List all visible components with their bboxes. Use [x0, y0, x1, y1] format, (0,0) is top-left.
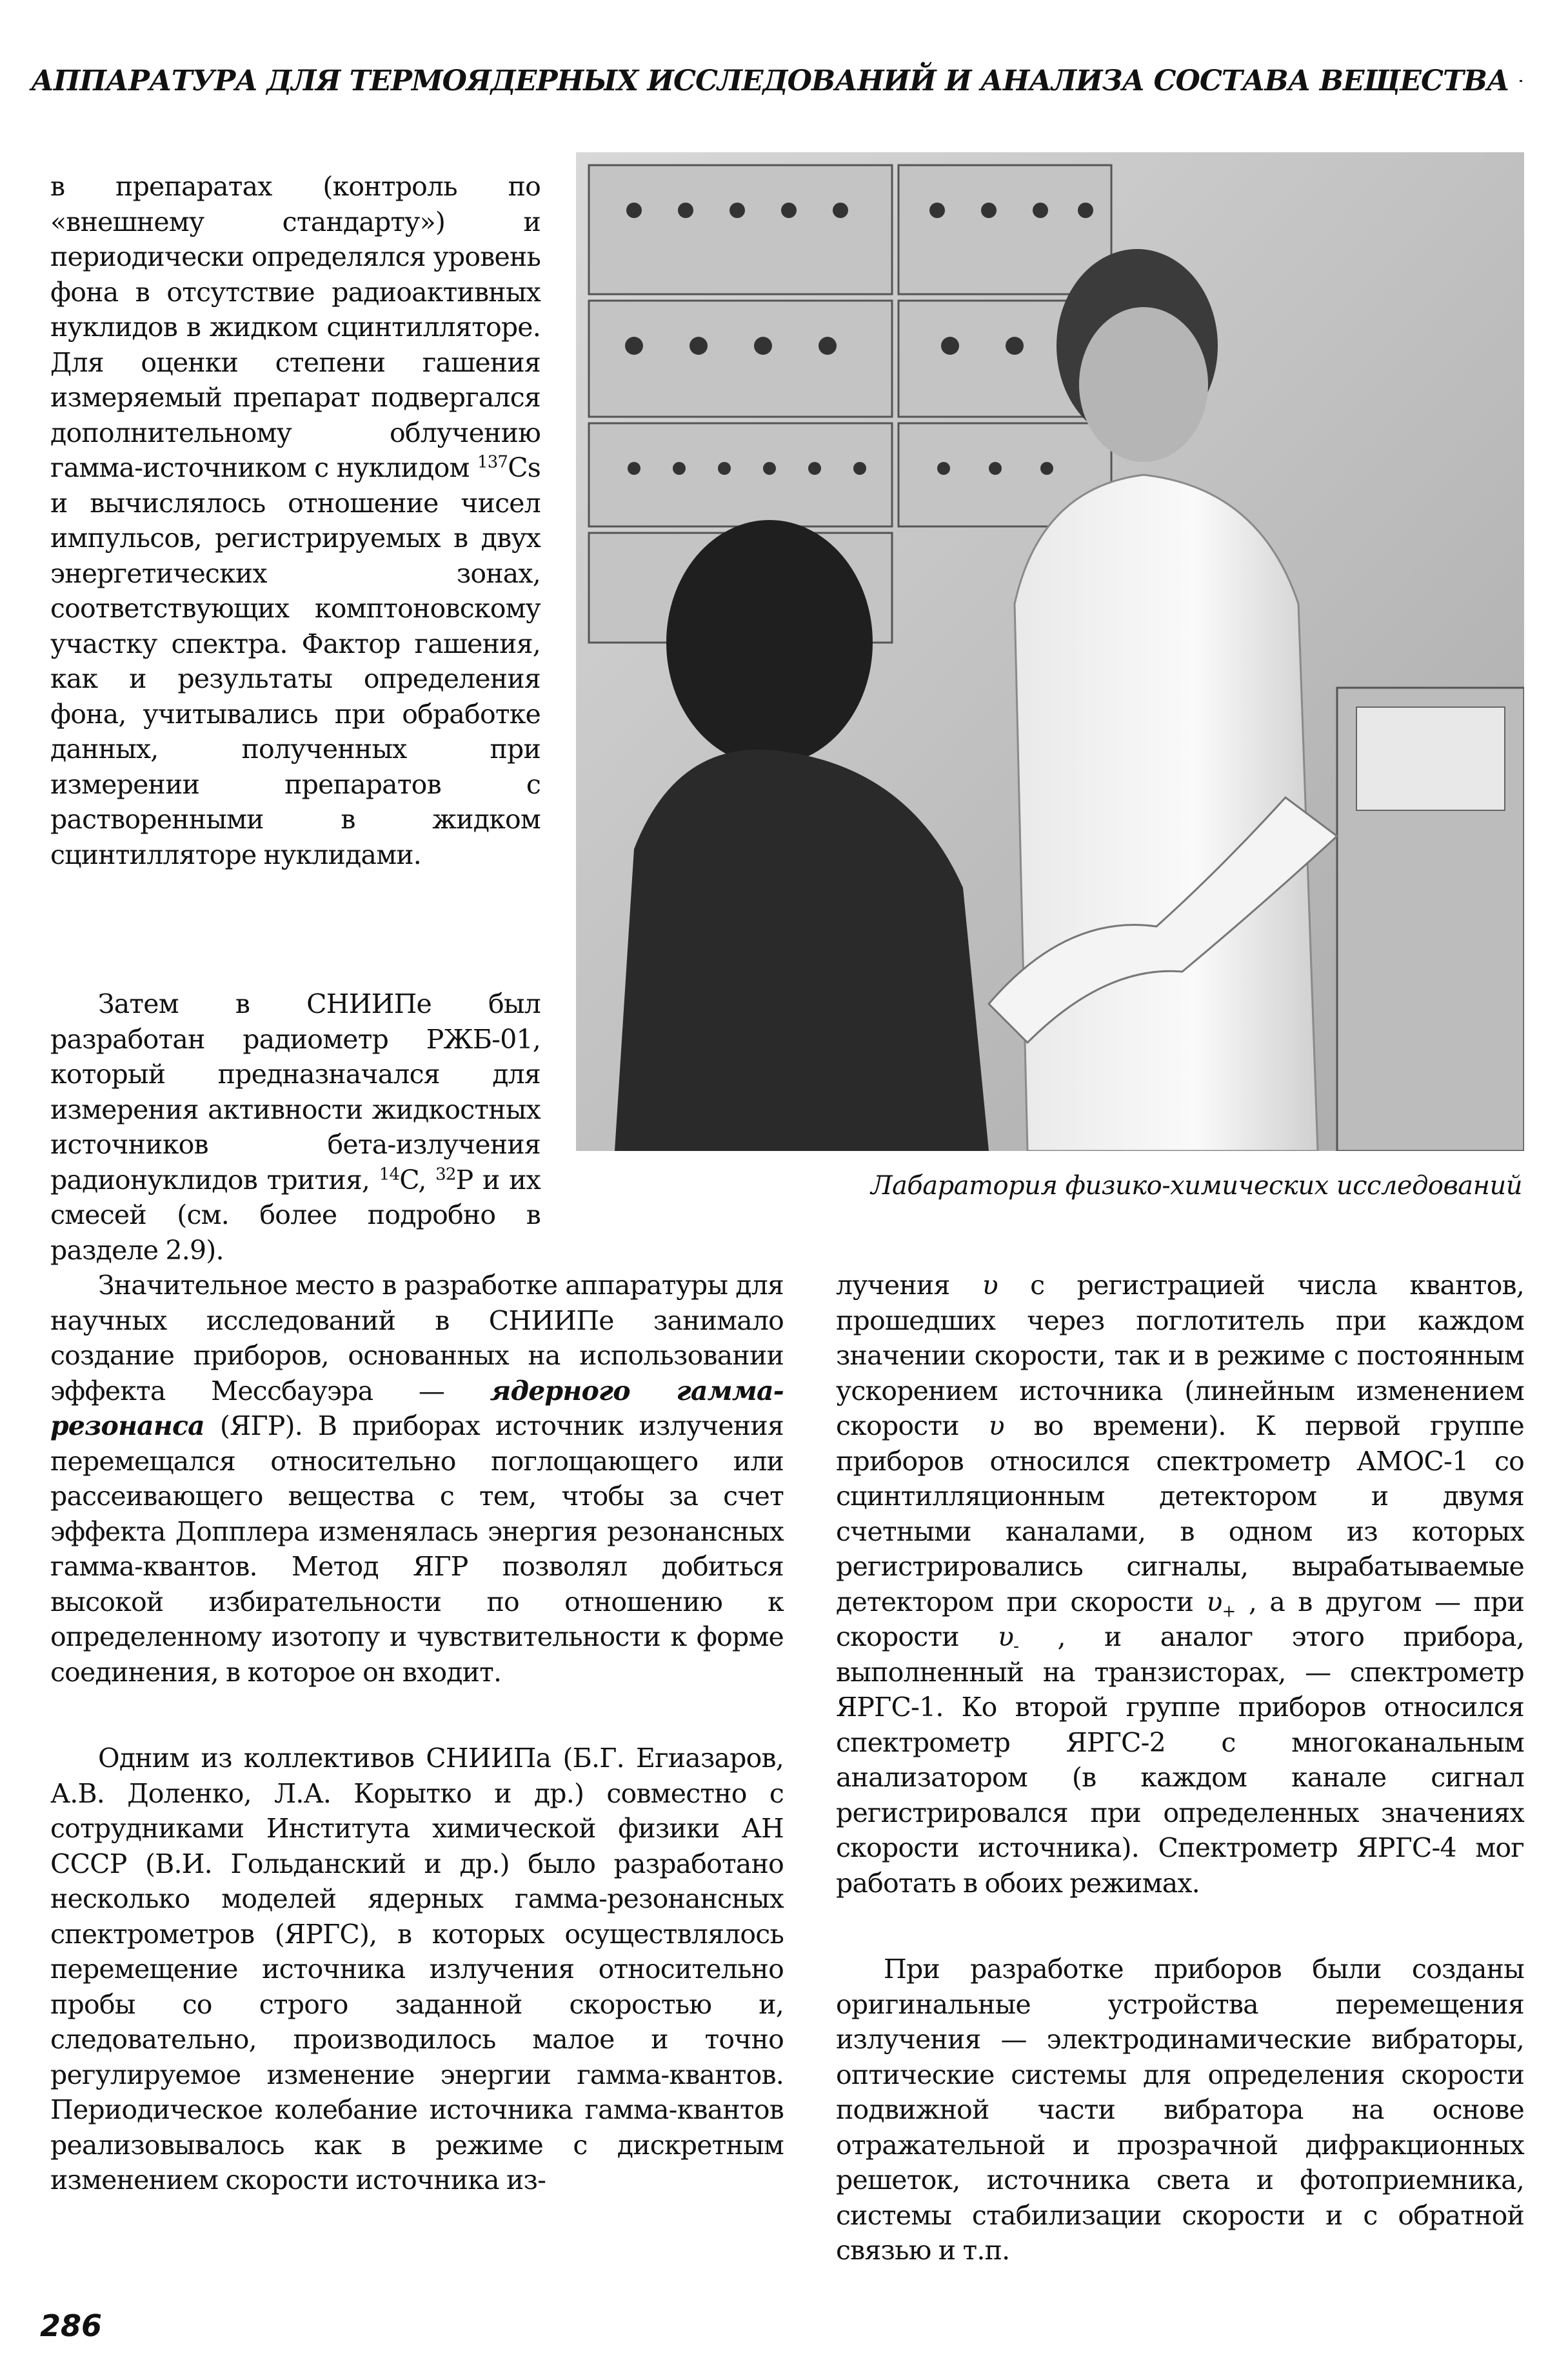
paragraph-vibrators: При разработке приборов были созданы оригинальные устройства перемещения излучения — электродинамические вибраторы, оптические системы для определения скорости подвижной части вибратора на основе отражательной и прозрачной дифракционных решеток, источника света и фотоприемника, системы стабилизации скорости и с обратной связью и т.п. — [836, 1954, 1524, 2266]
running-header — [31, 61, 1522, 100]
paragraph-rzhb-01: Затем в СНИИПе был разработан радиометр РЖБ-01, который предназначался для измерения активности жидкостных источников бета-излучения радионуклидов трития, $^{14}$C, $^{32}$P и их смесей (см. более подробно в разделе 2.9). — [50, 988, 541, 1266]
paragraph-quench-factor: в препаратах (контроль по «внешнему стандарту») и периодически определялся уровень фона в отсутствие радиоактивных нуклидов в жидком сцинтилляторе. Для оценки степени гашения измеряемый препарат подвергался дополнительному облучению гамма-источником с нуклидом $^{137}$Cs и вычислялось отношение чисел импульсов, регистрируемых в двух энергетических зонах, соответствующих комптоновскому участку спектра. Фактор гашения, как и результаты определения фона, учитывались при обработке данных, полученных при измерении препаратов с растворенными в жидком сцинтилляторе нуклидами. — [50, 171, 541, 870]
paragraph-spectrometers: лучения υ с регистрацией числа квантов, прошедших через поглотитель при каждом значении скорости, так и в режиме с постоянным ускорением источника (линейным изменением скорости υ во времени). К первой группе приборов относился спектрометр АМОС-1 со сцинтилляционным детектором и двумя счетными каналами, в одном из которых регистрировались сигналы, вырабатываемые детектором при скорости $\upsilon_+$ , а в другом — при скорости $\upsilon_-$ , и аналог этого прибора, выполненный на транзисторах, — спектрометр ЯРГС-1. Ко второй группе приборов относился спектрометр ЯРГС-2 с многоканальным анализатором (в каждом канале сигнал регистрировался при определенных значениях скорости источника). Спектрометр ЯРГС-4 мог работать в обоих режимах. — [836, 1270, 1524, 1899]
paragraph-mossbauer: Значительное место в разработке аппаратуры для научных исследований в СНИИПе занимало создание приборов, основанных на использовании эффекта Мессбауэра — ядерного гамма-резонанса (ЯГР). В приборах источник излучения перемещался относительно поглощающего или рассеивающего вещества с тем, чтобы за счет эффекта Допплера изменялась энергия резонансных гамма-квантов. Метод ЯГР позволял добиться высокой избирательности по отношению к определенному изотопу и чувствительности к форме соединения, в которое он входит. — [50, 1270, 784, 1688]
paragraph-yrgs-team: Одним из коллективов СНИИПа (Б.Г. Егиазаров, А.В. Доленко, Л.А. Корытко и др.) совместно с сотрудниками Института химической физики АН СССР (В.И. Гольданский и др.) было разработано несколько моделей ядерных гамма-резонансных спектрометров (ЯРГС), в которых осуществлялось перемещение источника излучения относительно пробы со строго заданной скоростью и, следовательно, производилось малое и точно регулируемое изменение энергии гамма-квантов. Периодическое колебание источника гамма-квантов реализовывалось как в режиме с дискретным изменением скорости источника из- — [50, 1743, 784, 2195]
figure-caption: Лабаратория физико-химических исследований — [871, 1171, 1522, 1201]
header-rule — [1520, 80, 1522, 82]
header-title: АППАРАТУРА ДЛЯ ТЕРМОЯДЕРНЫХ ИССЛЕДОВАНИЙ И АНАЛИЗА СОСТАВА ВЕЩЕСТВА — [31, 64, 1509, 97]
page-number: 286 — [40, 2308, 103, 2343]
laboratory-photo — [576, 152, 1524, 1151]
laboratory-photo-illustration — [576, 152, 1524, 1151]
